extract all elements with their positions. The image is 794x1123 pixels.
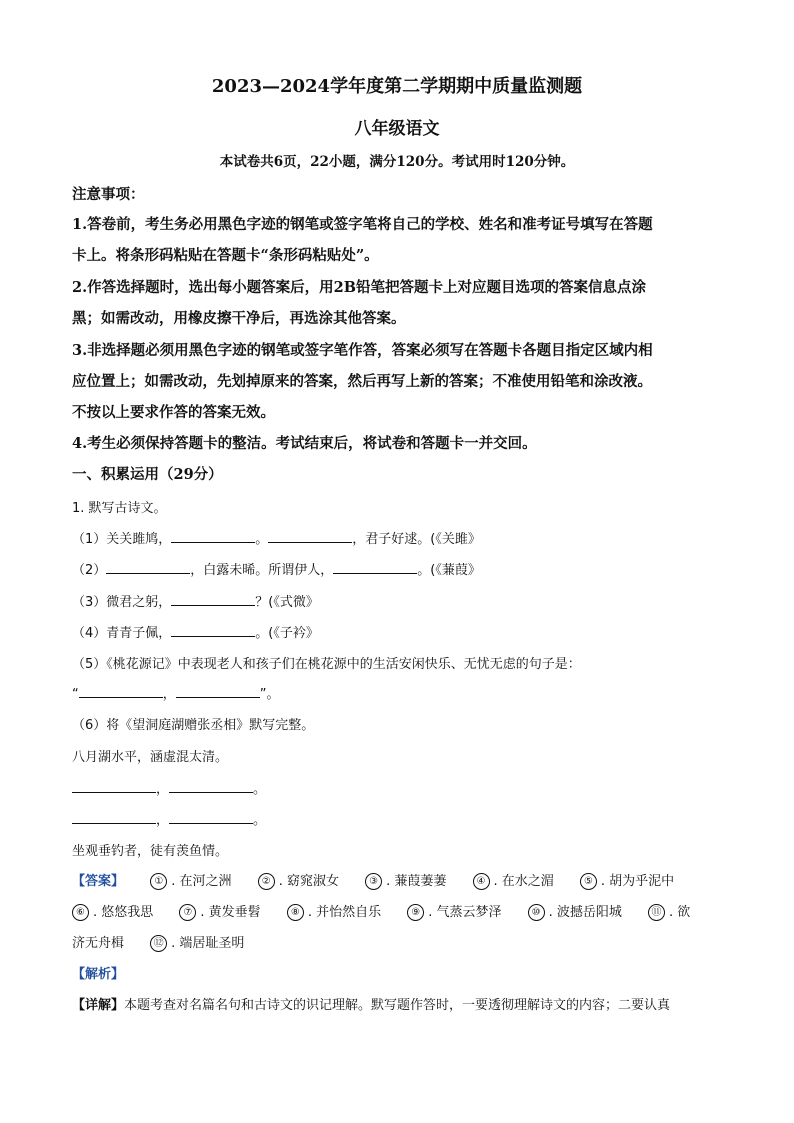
answer-item: 济无舟楫: [72, 936, 125, 951]
answer-blank: [72, 809, 156, 824]
poem-line-4: 坐观垂钓者，徒有羡鱼情。: [72, 844, 229, 859]
section-heading: 一、积累运用（29分）: [72, 466, 223, 483]
answer-row-1: [72, 870, 674, 890]
answer-blank: [72, 778, 156, 793]
answer-row-3: [72, 932, 244, 952]
answer-blank: [169, 809, 253, 824]
answer-item: ⑥ . 悠悠我思: [72, 905, 153, 920]
answer-item: ⑩ . 波撼岳阳城: [528, 905, 622, 920]
poem-line-1: 八月湖水平，涵虚混太清。: [72, 750, 229, 765]
answer-blank: [268, 528, 352, 543]
answer-blank: [171, 528, 255, 543]
answer-blank: [176, 683, 260, 698]
detail-tag: 【详解】: [72, 998, 125, 1013]
answer-item: ④ . 在水之湄: [473, 874, 554, 889]
answer-blank: [79, 683, 163, 698]
notice-2b: 黑；如需改动，用橡皮擦干净后，再选涂其他答案。: [72, 310, 406, 327]
exam-title: 2023—2024学年度第二学期期中质量监测题: [211, 76, 583, 97]
notice-1a: 1.答卷前，考生务必用黑色字迹的钢笔或签字笔将自己的学校、姓名和准考证号填写在答题: [72, 216, 653, 233]
notice-1b: 卡上。将条形码粘贴在答题卡“条形码粘贴处”。: [72, 247, 379, 264]
notice-4: 4.考生必须保持答题卡的整洁。考试结束后，将试卷和答题卡一并交回。: [72, 435, 537, 452]
answer-item: ⑦ . 黄发垂髫: [179, 905, 260, 920]
answer-item: ② . 窈窕淑女: [258, 874, 339, 889]
answer-blank: [169, 778, 253, 793]
question-1-6-stem: （6）将《望洞庭湖赠张丞相》默写完整。: [72, 718, 315, 733]
answer-item: ⑫ . 端居耻圣明: [150, 936, 244, 951]
answer-row-2: [72, 901, 690, 921]
analysis-tag: 【解析】: [72, 967, 125, 982]
poem-blank-line: ， 。: [72, 778, 266, 797]
answer-tag: 【答案】: [72, 874, 125, 889]
question-1-1: （1）关关雎鸠， 。 ，君子好逑。(《关雎》: [72, 528, 481, 547]
answer-item: ⑪ . 欲: [648, 905, 690, 920]
answer-blank: [171, 622, 255, 637]
answer-item: ③ . 蒹葭萋萋: [365, 874, 446, 889]
grade-subject: 八年级语文: [354, 119, 440, 139]
notice-3a: 3.非选择题必须用黑色字迹的钢笔或签字笔作答，答案必须写在答题卡各题目指定区域内相: [72, 342, 653, 359]
answer-item: ⑤ . 胡为乎泥中: [580, 874, 674, 889]
question-1-2: （2） ，白露未晞。所谓伊人， 。(《蒹葭》: [72, 559, 481, 578]
answer-item: ⑧ . 并怡然自乐: [287, 905, 381, 920]
detail-text: 本题考查对名篇名句和古诗文的识记理解。默写题作答时，一要透彻理解诗文的内容；二要认真: [124, 998, 671, 1013]
detail-line: [72, 994, 670, 1013]
notice-3c: 不按以上要求作答的答案无效。: [72, 404, 275, 421]
answer-blank: [171, 591, 255, 606]
notice-heading: 注意事项：: [72, 186, 145, 203]
question-1-stem: 1. 默写古诗文。: [72, 501, 167, 516]
question-1-3: （3）微君之躬， ？(《式微》: [72, 591, 319, 610]
question-1-4: （4）青青子佩， 。(《子衿》: [72, 622, 319, 641]
exam-info: 本试卷共6页，22小题，满分120分。考试用时120分钟。: [219, 154, 575, 170]
answer-item: ① . 在河之洲: [150, 874, 231, 889]
question-1-5-stem: （5）《桃花源记》中表现老人和孩子们在桃花源中的生活安闲快乐、无忧无虑的句子是：: [72, 657, 581, 672]
notice-2a: 2.作答选择题时，选出每小题答案后，用2B铅笔把答题卡上对应题目选项的答案信息点涂: [72, 279, 646, 296]
poem-blank-line: ， 。: [72, 809, 266, 828]
answer-blank: [333, 559, 417, 574]
question-1-5-blanks: “ ， ”。: [72, 683, 280, 702]
answer-item: ⑨ . 气蒸云梦泽: [407, 905, 501, 920]
answer-blank: [106, 559, 190, 574]
notice-3b: 应位置上；如需改动，先划掉原来的答案，然后再写上新的答案；不准使用铅笔和涂改液。: [72, 373, 652, 390]
